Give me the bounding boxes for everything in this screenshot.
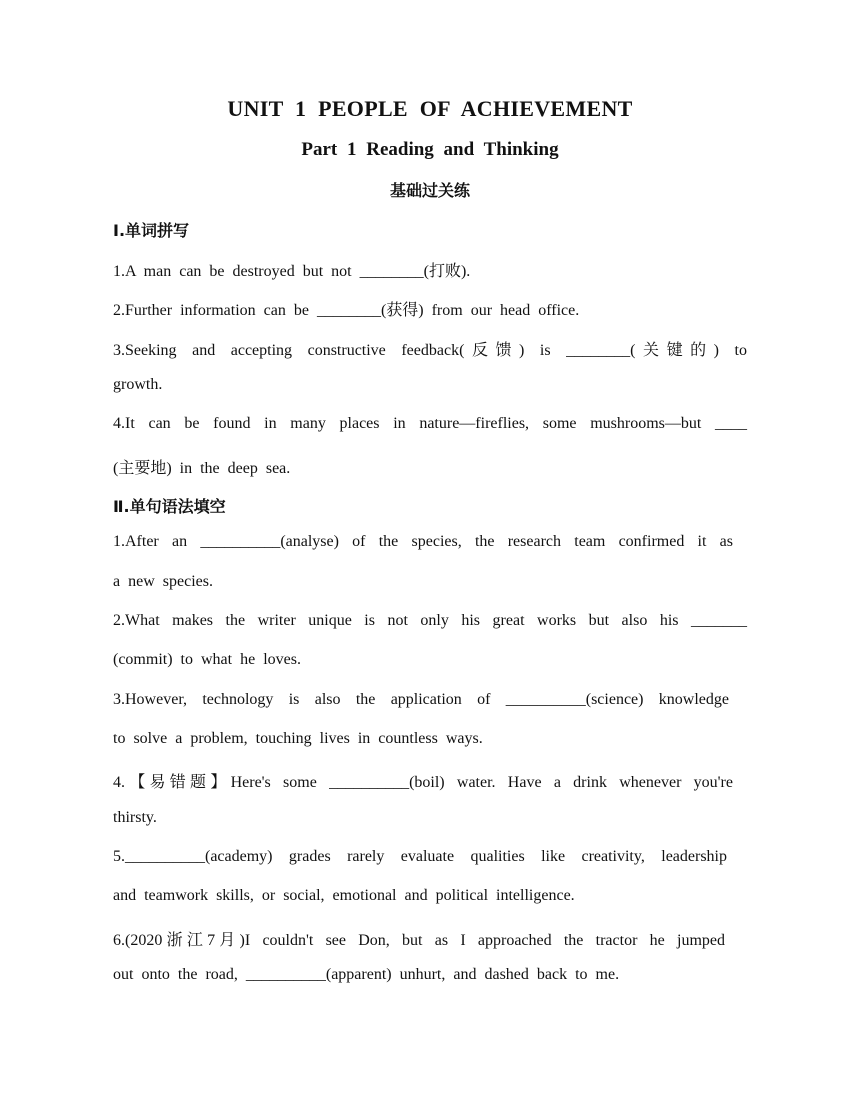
question-line: and teamwork skills, or social, emotional and political intelligence.	[113, 887, 575, 904]
section-heading-grammar: Ⅱ.单句语法填空	[113, 497, 226, 516]
question-line: 3.However, technology is also the application of __________(science) knowledge	[113, 691, 729, 708]
question-line: 6.(2020浙江7月)I couldn't see Don, but as I approached the tractor he jumped	[113, 932, 725, 949]
question-line: 5.__________(academy) grades rarely evaluate qualities like creativity, leadership	[113, 848, 727, 865]
unit-title: UNIT 1 PEOPLE OF ACHIEVEMENT	[227, 96, 633, 121]
question-line: to solve a problem, touching lives in countless ways.	[113, 730, 483, 747]
question-line: out onto the road, __________(apparent) unhurt, and dashed back to me.	[113, 966, 620, 983]
question-line: (commit) to what he loves.	[113, 651, 301, 668]
exercise-subtitle: 基础过关练	[389, 181, 470, 200]
question-line: 3.Seeking and accepting constructive feedback(反馈) is ________(关键的) to	[113, 342, 747, 359]
question-line: 4.It can be found in many places in nature—fireflies, some mushrooms—but ____	[113, 415, 747, 432]
question-line: growth.	[113, 376, 163, 393]
part-title: Part 1 Reading and Thinking	[301, 139, 559, 160]
question-line: 4.【易错题】Here's some __________(boil) water. Have a drink whenever you're	[113, 774, 733, 791]
question-line: 2.Further information can be ________(获得) from our head office.	[113, 302, 580, 319]
question-line: 1.After an __________(analyse) of the species, the research team confirmed it as	[113, 533, 733, 550]
question-line: 1.A man can be destroyed but not ________(打败).	[113, 263, 471, 280]
question-line: (主要地) in the deep sea.	[113, 460, 291, 477]
section-heading-spelling: Ⅰ.单词拼写	[113, 221, 190, 240]
question-line: thirsty.	[113, 809, 157, 826]
question-line: 2.What makes the writer unique is not only his great works but also his _______	[113, 612, 747, 629]
question-line: a new species.	[113, 573, 213, 590]
